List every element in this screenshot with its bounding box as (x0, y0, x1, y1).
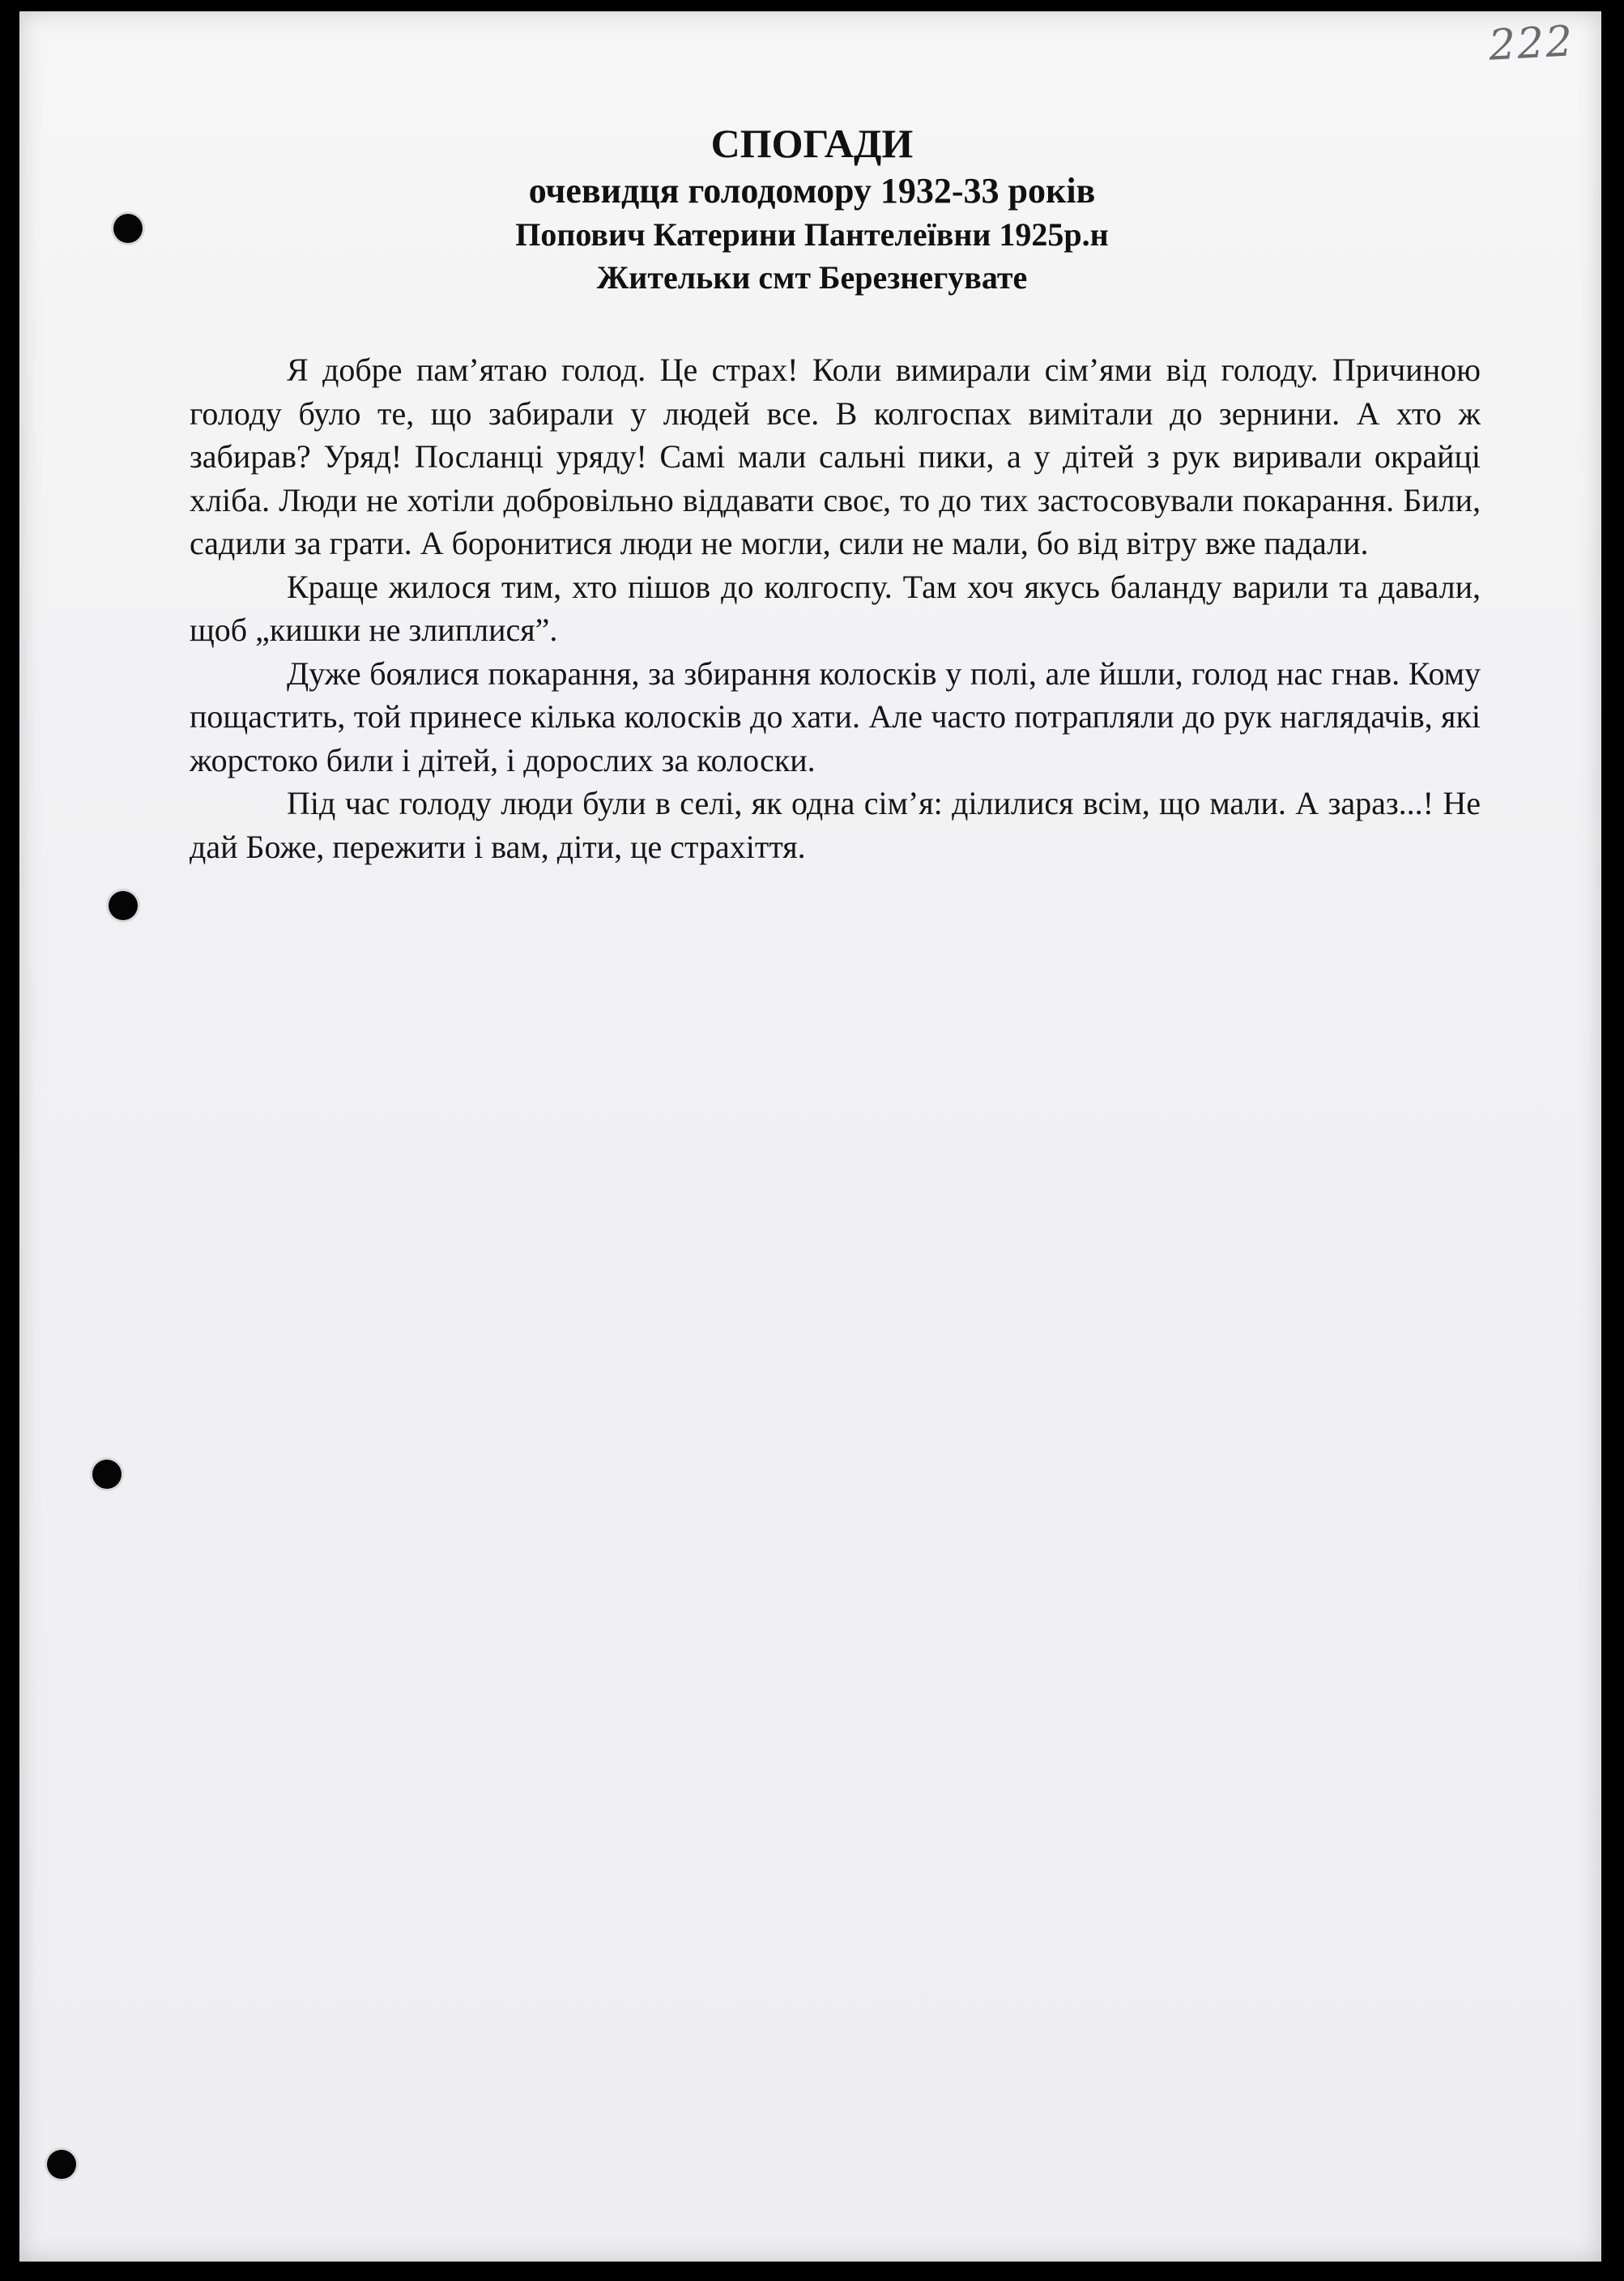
punch-hole-4 (47, 2150, 76, 2179)
memoir-text (190, 348, 1481, 868)
subtitle-line-2: Попович Катерини Пантелеївни 1925р.н (515, 216, 1109, 253)
punch-hole-3 (92, 1460, 121, 1489)
handwritten-page-number: 222 (1487, 17, 1575, 70)
paragraph-1: Я добре пам’ятаю голод. Це страх! Коли вимирали сім’ями від голоду. Причиною голоду було те, що забирали у людей все. В колгоспах вимітали до зернини. А хто ж забирав? Уряд! Посланці уряду! Самі мали сальні пики, а у дітей з рук виривали окрайці хліба. Люди не хотіли добровільно віддавати своє, то до тих застосовували покарання. Били, садили за грати. А боронитися люди не могли, сили не мали, бо від вітру вже падали. (190, 352, 1481, 561)
paragraph-2: Краще жилося тим, хто пішов до колгоспу. Там хоч якусь баланду варили та давали, щоб „кишки не злиплися”. (190, 568, 1481, 648)
subtitle-line-3: Жительки смт Березнегувате (596, 259, 1028, 296)
document-title: СПОГАДИ (710, 121, 914, 166)
document-heading (0, 118, 1624, 300)
paragraph-3: Дуже боялися покарання, за збирання колосків у полі, але йшли, голод нас гнав. Кому пощастить, той принесе кілька колосків до хати. Але часто потрапляли до рук наглядачів, які жорстоко били і дітей, і дорослих за колоски. (190, 654, 1481, 778)
paragraph-4: Під час голоду люди були в селі, як одна сім’я: ділилися всім, що мали. А зараз...! Не дай Боже, пережити і вам, діти, це страхіття. (190, 785, 1481, 865)
subtitle-line-1: очевидця голодомору 1932-33 років (528, 171, 1096, 211)
punch-hole-2 (109, 891, 138, 920)
